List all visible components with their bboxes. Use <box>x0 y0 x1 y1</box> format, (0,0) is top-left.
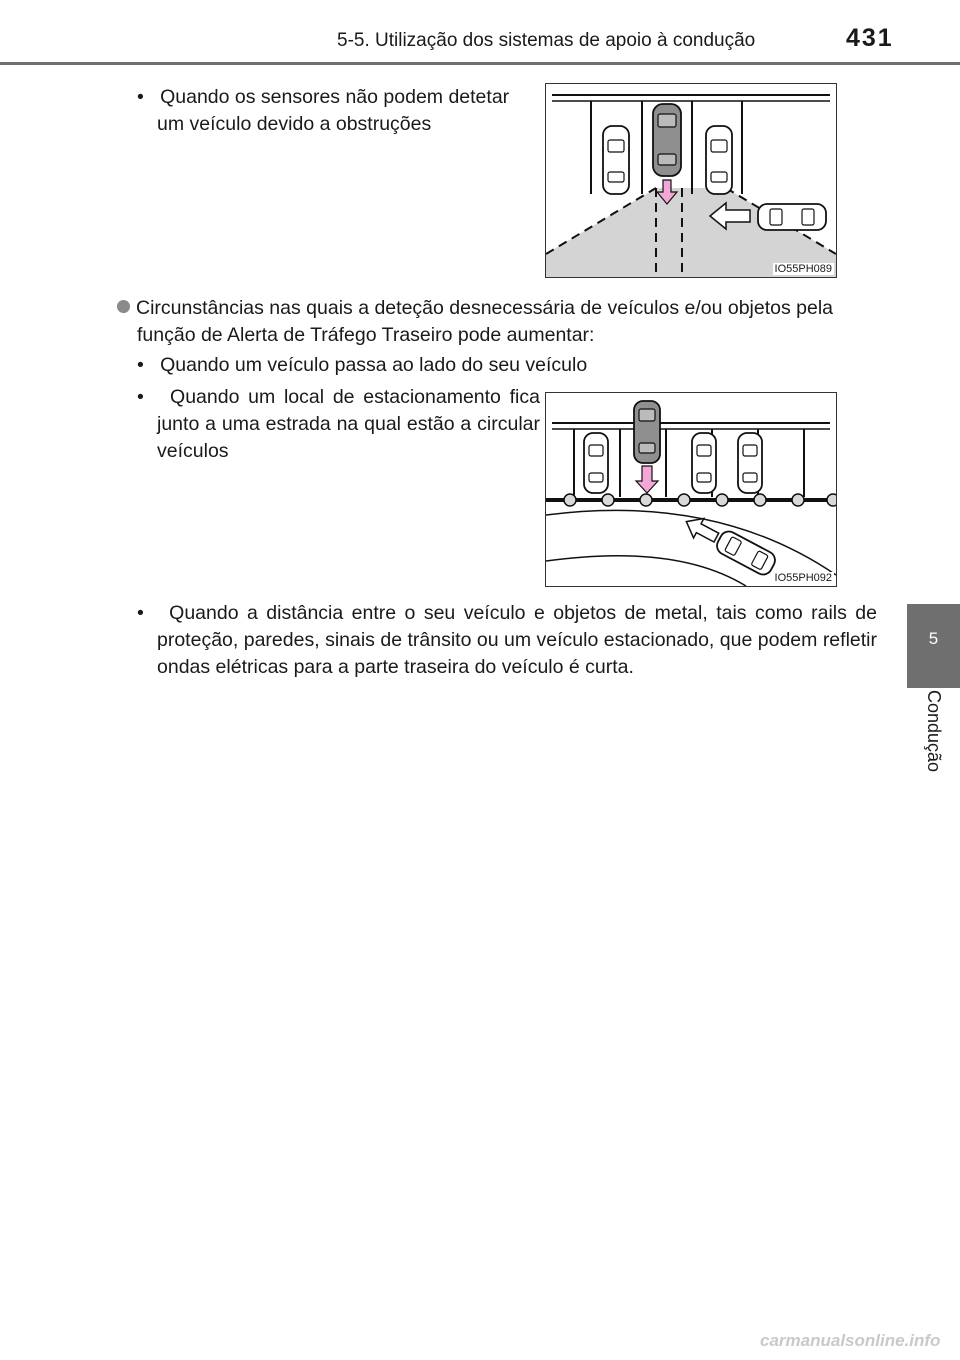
figure-obstruction-code: IO55PH089 <box>774 263 832 275</box>
bullet-parking-road: • Quando um local de estacionamento fica junto a uma estrada na qual estão a circular veículos <box>137 386 540 462</box>
circumstances-paragraph <box>117 295 882 349</box>
bullet-metal: • Quando a distância entre o seu veículo e objetos de metal, tais como rails de proteção, paredes, sinais de trânsito ou um veículo estacionado, que podem refletir ondas elétricas para a parte traseira do veículo é curta. <box>137 602 877 678</box>
figure-parking-road-code: IO55PH092 <box>774 572 832 584</box>
header-rule <box>0 62 960 65</box>
bullet-parking-road-text: Quando um local de estacionamento fica junto a uma estrada na qual estão a circular veículos <box>157 386 540 462</box>
figure-parking-road <box>545 392 837 587</box>
svg-text:carmanualsonline.info: carmanualsonline.info <box>760 1331 941 1350</box>
parking-road-diagram <box>546 393 836 586</box>
chapter-label: Condução <box>924 690 944 773</box>
bullet-passing-text: Quando um veículo passa ao lado do seu veículo <box>160 354 588 376</box>
bullet-obstruction: • Quando os sensores não podem detetar um veículo devido a obstruções <box>137 86 510 135</box>
bullet-passing: • Quando um veículo passa ao lado do seu veículo <box>137 354 588 376</box>
bullet-obstruction-text: Quando os sensores não podem detetar um veículo devido a obstruções <box>157 86 510 135</box>
watermark-logo <box>760 1327 952 1353</box>
chapter-tab: 5 <box>907 604 960 688</box>
circumstances-text: Circunstâncias nas quais a deteção desnecessária de veículos e/ou objetos pela função de Alerta de Tráfego Traseiro pode aumentar: <box>136 297 834 346</box>
figure-obstruction <box>545 83 837 278</box>
page-number: 431 <box>846 24 894 52</box>
bullet-metal-text: Quando a distância entre o seu veículo e objetos de metal, tais como rails de proteção, paredes, sinais de trânsito ou um veículo estacionado, que podem refletir ondas elétricas para a parte traseira do veículo é curta. <box>157 602 877 678</box>
circle-bullet-icon <box>117 300 130 313</box>
section-title: 5-5. Utilização dos sistemas de apoio à condução <box>337 30 756 51</box>
obstruction-diagram <box>546 84 836 277</box>
